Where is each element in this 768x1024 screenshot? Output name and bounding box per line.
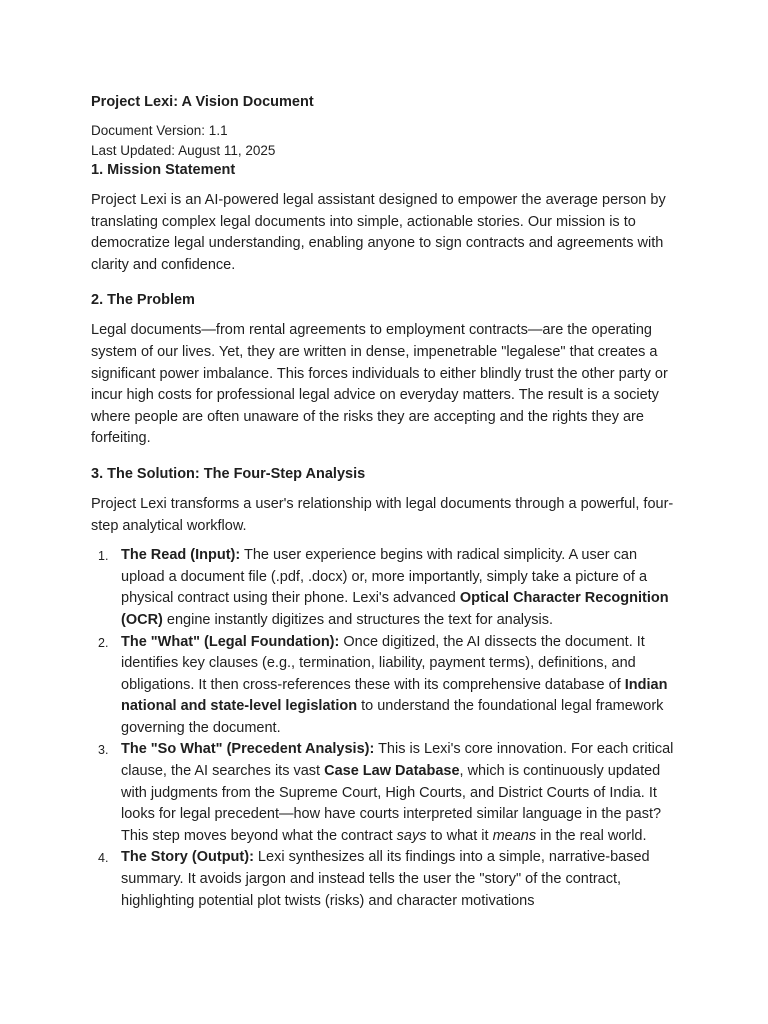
solution-heading: 3. The Solution: The Four-Step Analysis	[91, 465, 366, 482]
step-title: The Read (Input):	[121, 547, 241, 564]
list-item	[91, 739, 681, 847]
mission-body: Project Lexi is an AI-powered legal assistant designed to empower the average person by translating complex legal documents into simple, actionable stories. Our mission is to democratize legal understanding, enabling anyone to sign contracts and agreements with clarity and confidence.	[91, 192, 666, 273]
steps-list	[91, 545, 681, 912]
last-updated: Last Updated: August 11, 2025	[91, 143, 276, 158]
step-text: Once digitized, the AI dissects the document. It identifies key clauses (e.g., termination, liability, payment terms), definitions, and obligations. It then cross-references these with its comprehensive database of	[121, 633, 645, 693]
step-title: The "So What" (Precedent Analysis):	[121, 741, 375, 758]
list-item	[91, 632, 681, 740]
step-text: to what it	[426, 827, 493, 844]
step-emphasis: Optical Character Recognition (OCR)	[121, 590, 669, 628]
step-text: in the real world.	[536, 827, 647, 844]
list-number: 3.	[98, 743, 109, 758]
step-italic: says	[396, 827, 427, 844]
list-number: 1.	[98, 549, 109, 564]
document-version: Document Version: 1.1	[91, 123, 228, 138]
step-text: engine instantly digitizes and structures the text for analysis.	[162, 611, 553, 628]
step-title: The "What" (Legal Foundation):	[121, 633, 340, 650]
step-italic: means	[492, 827, 537, 844]
step-title: The Story (Output):	[121, 849, 254, 866]
step-text: Lexi synthesizes all its findings into a simple, narrative-based summary. It avoids jargon and instead tells the user the "story" of the contract, highlighting potential plot twists (risks) and character motivations	[121, 849, 650, 909]
step-emphasis: Indian national and state-level legislation	[121, 676, 668, 715]
list-number: 4.	[98, 851, 109, 866]
list-number: 2.	[98, 635, 109, 650]
step-text: This is Lexi's core innovation. For each critical clause, the AI searches its vast	[121, 741, 674, 780]
step-emphasis: Case Law Database	[324, 763, 460, 780]
step-text: The user experience begins with radical simplicity. A user can upload a document file (.pdf, .docx) or, more importantly, simply take a picture of a physical contract using their phone. Lexi's advanced	[121, 547, 648, 607]
document-page	[91, 93, 681, 912]
list-item	[91, 545, 681, 631]
document-title: Project Lexi: A Vision Document	[91, 94, 314, 110]
mission-heading: 1. Mission Statement	[91, 162, 236, 178]
list-item	[91, 847, 681, 912]
problem-body: Legal documents—from rental agreements to employment contracts—are the operating system of our lives. Yet, they are written in dense, impenetrable "legalese" that creates a significant power imbalance. This forces individuals to either blindly trust the other party or incur high costs for professional legal advice on everyday matters. The result is a society where people are often unaware of the risks they are accepting and the rights they are forfeiting.	[91, 322, 668, 447]
step-text: , which is continuously updated with judgments from the Supreme Court, High Courts, and District Courts of India. It looks for legal precedent—how have courts interpreted similar language in the past? This step moves beyond what the contract	[121, 763, 662, 844]
solution-intro: Project Lexi transforms a user's relationship with legal documents through a powerful, four-step analytical workflow.	[91, 495, 674, 534]
problem-heading: 2. The Problem	[91, 292, 195, 309]
step-text: to understand the foundational legal framework governing the document.	[121, 698, 664, 736]
